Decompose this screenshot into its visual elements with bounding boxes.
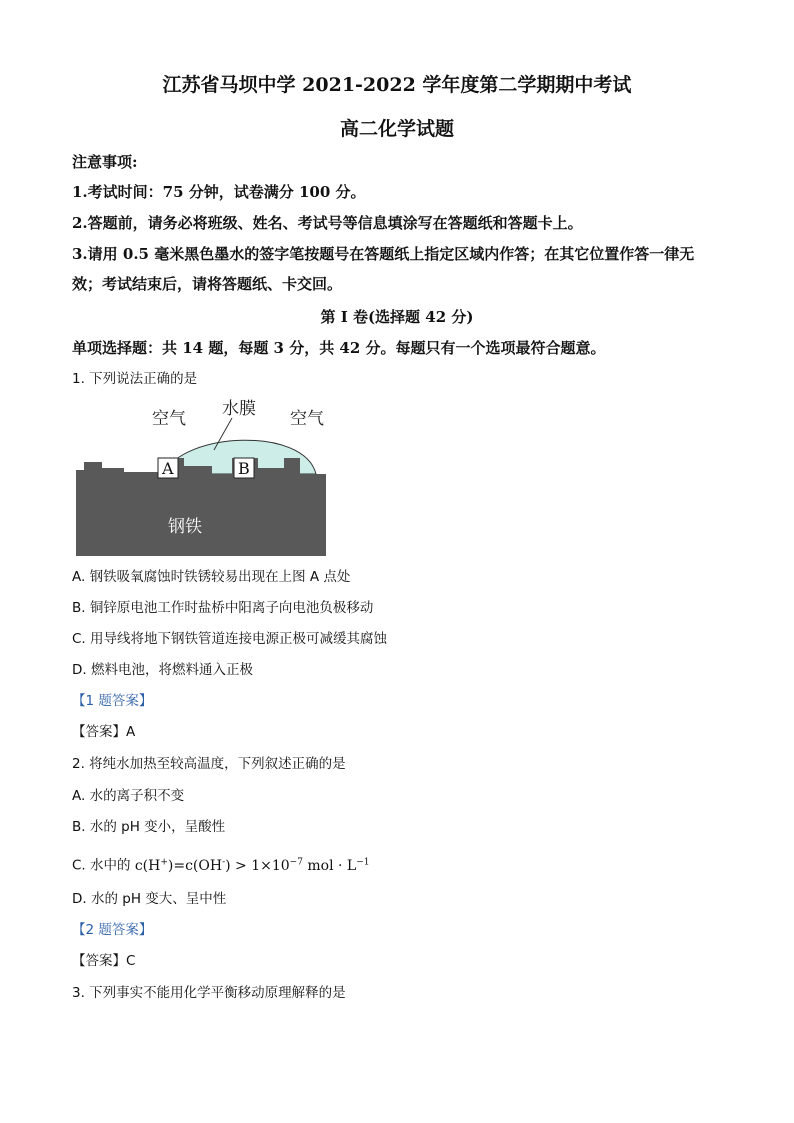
section-title: 第 I 卷(选择题 42 分): [320, 308, 474, 326]
question-2-option-a: A. 水的离子积不变: [72, 788, 185, 804]
label-water-film: 水膜: [222, 399, 256, 419]
label-point-a: A: [162, 459, 174, 478]
note-item-3: 3.请用 0.5 毫米黑色墨水的签字笔按题号在答题纸上指定区域内作答；在其它位置作答一律无: [72, 245, 695, 263]
note-item-1: 1.考试时间：75 分钟，试卷满分 100 分。: [72, 183, 366, 201]
question-1-answer-heading: 【1 题答案】: [72, 693, 153, 709]
note-item-2: 2.答题前，请务必将班级、姓名、考试号等信息填涂写在答题纸和答题卡上。: [72, 214, 583, 232]
exam-subtitle: 高二化学试题: [339, 118, 454, 140]
steel-block-shape: [76, 458, 326, 556]
section-instruction: 单项选择题：共 14 题，每题 3 分，共 42 分。每题只有一个选项最符合题意。: [72, 339, 606, 357]
question-1-option-a: A. 钢铁吸氧腐蚀时铁锈较易出现在上图 A 点处: [72, 569, 351, 585]
question-3-stem: 3. 下列事实不能用化学平衡移动原理解释的是: [72, 985, 346, 1001]
corrosion-diagram: [72, 396, 334, 558]
notes-heading: 注意事项:: [72, 153, 138, 171]
question-2-option-d: D. 水的 pH 变大、呈中性: [72, 891, 227, 907]
question-2-answer: 【答案】C: [72, 953, 136, 969]
label-steel: 钢铁: [168, 517, 202, 537]
question-1-option-b: B. 铜锌原电池工作时盐桥中阳离子向电池负极移动: [72, 600, 374, 616]
label-point-b: B: [238, 459, 250, 478]
question-2-answer-heading: 【2 题答案】: [72, 922, 153, 938]
question-2-option-b: B. 水的 pH 变小，呈酸性: [72, 819, 226, 835]
question-2-option-c: [72, 852, 732, 876]
question-1-answer: 【答案】A: [72, 724, 136, 740]
question-1-stem: 1. 下列说法正确的是: [72, 371, 198, 387]
label-air-right: 空气: [290, 409, 324, 429]
exam-title: 江苏省马坝中学 2021-2022 学年度第二学期期中考试: [162, 74, 632, 96]
option-c-label: C. 水中的: [72, 857, 131, 874]
label-air-left: 空气: [152, 409, 186, 429]
question-1-option-c: C. 用导线将地下钢铁管道连接电源正极可减缓其腐蚀: [72, 631, 388, 647]
option-c-formula: $c(H^+)=c(OH^-) > 1\times 10^{-7}$ mol · $L^{-1}$: [134, 857, 370, 874]
question-1-option-d: D. 燃料电池，将燃料通入正极: [72, 662, 253, 678]
note-item-3-cont: 效；考试结束后，请将答题纸、卡交回。: [72, 275, 343, 293]
question-2-stem: 2. 将纯水加热至较高温度，下列叙述正确的是: [72, 756, 346, 772]
